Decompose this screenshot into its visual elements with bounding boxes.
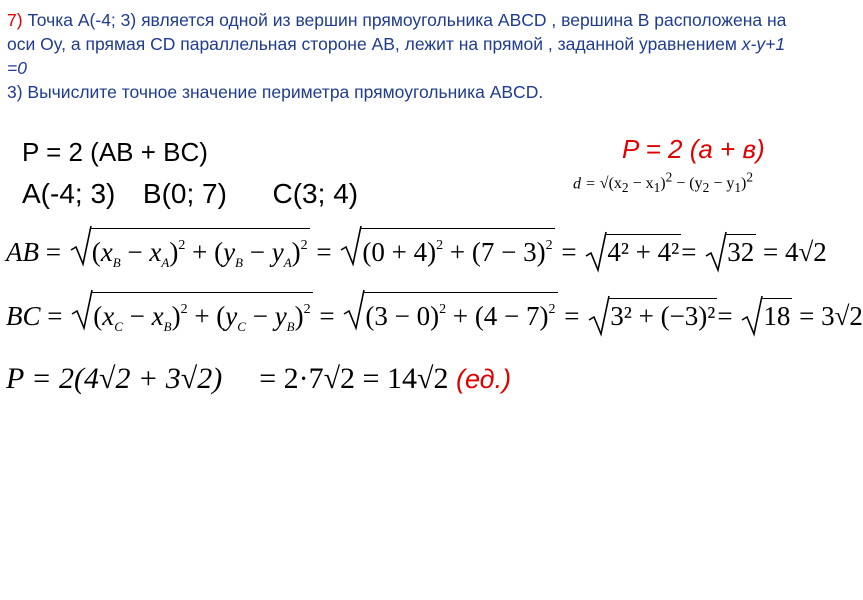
problem-statement xyxy=(7,8,793,104)
bc-subst-radical: $(3 - 0)^2 + (4 - 7)^2$ xyxy=(343,292,557,333)
units-label: (ед.) xyxy=(455,364,512,394)
ab-root-radical xyxy=(705,234,756,269)
bc-root: 18 xyxy=(761,298,792,333)
bc-subst2: (4 − 7) xyxy=(474,301,549,331)
p-result: = 2·7√2 = 14√2 xyxy=(259,362,449,395)
bc-root-radical xyxy=(741,298,792,333)
perimeter-formula: P = 2 (AB + BC) xyxy=(22,137,208,167)
point-a: A(-4; 3) xyxy=(22,178,116,209)
point-b: B(0; 7) xyxy=(142,178,227,209)
problem-text-1: Точка А(-4; 3) является одной из вершин прямоугольника ABCD , вершина В расположена на оси Oy, а прямая CD параллельная стороне АВ, лежит на прямой , заданной уравнением xyxy=(7,10,787,54)
ab-label: AB xyxy=(6,237,39,267)
points-row xyxy=(22,178,358,210)
perimeter-calculation xyxy=(6,362,511,396)
bc-step-radical xyxy=(588,298,717,333)
ab-radical: $(x_B - x_A)^2 + (y_B - y_A)^2$ xyxy=(70,228,310,280)
bc-label: BC xyxy=(6,301,41,331)
line-equation: x-y+1 =0 xyxy=(7,34,786,78)
ab-subst: (0 + 4) xyxy=(362,237,437,267)
problem-number: 7) xyxy=(7,10,23,30)
ab-calculation: AB = $(x_B - x_A)^2 + (y_B - y_A)^2$ = $(0 + 4)^2 + (7 - 3)^2$ = 4² + 4²= 32 = 4√2 xyxy=(6,228,827,280)
bc-calculation: BC = $(x_C - x_B)^2 + (y_C - y_B)^2$ = $(3 - 0)^2 + (4 - 7)^2$ = 3² + (−3)²= 18 = 3√2 xyxy=(6,292,863,344)
problem-text-2: 3) Вычислите точное значение периметра прямоугольника ABCD. xyxy=(7,82,544,102)
ab-root: 32 xyxy=(725,234,756,269)
distance-label: d = xyxy=(573,175,596,193)
ab-result: = 4√2 xyxy=(762,237,827,267)
bc-step: 3² + (−3)² xyxy=(608,298,717,333)
p-line: P = 2(4√2 + 3√2) xyxy=(6,362,223,395)
bc-radical: $(x_C - x_B)^2 + (y_C - y_B)^2$ xyxy=(71,292,312,344)
ab-step-radical xyxy=(585,234,681,269)
ab-subst-radical: $(0 + 4)^2 + (7 - 3)^2$ xyxy=(340,228,554,269)
bc-result: = 3√2 xyxy=(799,301,863,331)
bc-subst: (3 − 0) xyxy=(365,301,440,331)
point-c: C(3; 4) xyxy=(272,178,359,209)
distance-formula: $d = √(x_2 - x_1)^2 - (y_2 - y_1)^2$ xyxy=(573,170,754,196)
ab-step: 4² + 4² xyxy=(605,234,681,269)
perimeter-formula-red: P = 2 (a + в) xyxy=(622,134,765,164)
ab-subst2: (7 − 3) xyxy=(471,237,546,267)
